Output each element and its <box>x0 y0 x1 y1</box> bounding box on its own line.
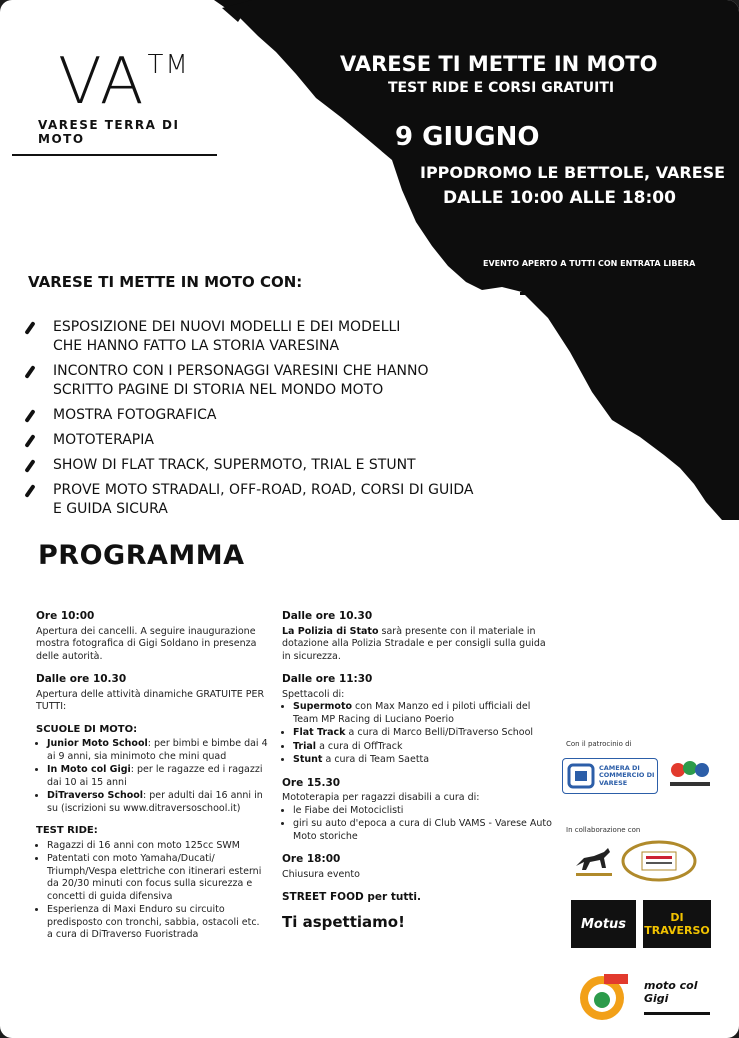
test-ride-list <box>36 840 268 942</box>
time-text: Apertura delle attività dinamiche GRATUITE PER TUTTI: <box>36 688 265 712</box>
list-item: • Supermoto con Max Manzo ed i piloti ufficiali del Team MP Racing di Luciano Poerio <box>293 701 552 726</box>
logo <box>12 45 227 156</box>
list-item: • DiTraverso School: per adulti dai 16 anni in su (iscrizioni su www.ditraversoschool.it) <box>47 790 268 815</box>
feature-item: ESPOSIZIONE DEI NUOVI MODELLI E DEI MODELLI CHE HANNO FATTO LA STORIA VARESINA <box>28 318 548 356</box>
logo-underline <box>12 154 217 156</box>
features-title: VARESE TI METTE IN MOTO CON: <box>28 273 303 291</box>
ditraverso-logo: DI TRAVERSO <box>643 900 711 948</box>
list-item: • In Moto col Gigi: per le ragazze ed i ragazzi dai 10 ai 15 anni <box>47 764 268 789</box>
camera-commercio-icon <box>567 763 595 789</box>
event-time: DALLE 10:00 ALLE 18:00 <box>443 188 676 208</box>
list-item: • le Fiabe dei Motociclisti <box>293 805 552 818</box>
time-heading: Dalle ore 10.30 <box>282 610 373 622</box>
features-list <box>28 318 548 525</box>
programma-middle-column <box>282 610 552 931</box>
list-item: • Junior Moto School: per bimbi e bimbe dai 4 ai 9 anni, sia minimoto che mini quad <box>47 738 268 763</box>
time-text: Apertura dei cancelli. A seguire inaugurazione mostra fotografica di Gigi Soldano in presenza delle autorità. <box>36 625 257 662</box>
time-text: Chiusura evento <box>282 868 360 880</box>
motus-logo: Motus <box>571 900 636 948</box>
time-text: Spettacoli di: <box>282 688 345 700</box>
time-heading: Dalle ore 11:30 <box>282 673 373 685</box>
patrocinio-label: Con il patrocinio di <box>566 740 632 748</box>
collaborazione-label: In collaborazione con <box>566 826 641 834</box>
list-item: • giri su auto d'epoca a cura di Club VAMS - Varese Auto Moto storiche <box>293 818 552 843</box>
laurel-badge-logo <box>620 840 698 882</box>
section-heading: TEST RIDE: <box>36 825 98 836</box>
scuole-list <box>36 738 268 815</box>
horse-logo <box>570 842 618 880</box>
time-heading: Ore 18:00 <box>282 853 341 865</box>
logo-mark: VA™ <box>58 45 190 119</box>
feature-item: SHOW DI FLAT TRACK, SUPERMOTO, TRIAL E STUNT <box>28 456 548 475</box>
time-text: La Polizia di Stato sarà presente con il materiale in dotazione alla Polizia Stradale e per consigli sulla guida in sicurezza. <box>282 625 546 662</box>
time-heading: Dalle ore 10.30 <box>36 673 127 685</box>
closing-text: Ti aspettiamo! <box>282 912 405 931</box>
camera-commercio-logo: CAMERA DI COMMERCIO DI VARESE <box>562 758 658 794</box>
event-note: EVENTO APERTO A TUTTI CON ENTRATA LIBERA <box>483 259 696 268</box>
shows-list <box>282 701 552 767</box>
event-place: IPPODROMO LE BETTOLE, VARESE <box>420 163 726 182</box>
street-food-text: STREET FOOD per tutti. <box>282 891 421 903</box>
moto-col-gigi-logo: moto col Gigi <box>644 972 710 1015</box>
event-title: VARESE TI METTE IN MOTO <box>340 52 658 76</box>
list-item: • Stunt a cura di Team Saetta <box>293 754 552 767</box>
time-heading: Ore 15.30 <box>282 776 341 789</box>
programma-left-column <box>36 610 268 952</box>
list-item: • Esperienza di Maxi Enduro su circuito predisposto con tronchi, sabbia, ostacoli etc. a cura di DiTraverso Fuoristrada <box>47 904 268 942</box>
comune-sponsor-logo <box>664 756 716 792</box>
list-item: • Ragazzi di 16 anni con moto 125cc SWM <box>47 840 268 853</box>
feature-item: PROVE MOTO STRADALI, OFF-ROAD, ROAD, CORSI DI GUIDA E GUIDA SICURA <box>28 481 548 519</box>
event-date: 9 GIUGNO <box>395 122 540 152</box>
feature-item: MOTOTERAPIA <box>28 431 548 450</box>
feature-item: MOSTRA FOTOGRAFICA <box>28 406 548 425</box>
time-text: Mototerapia per ragazzi disabili a cura di: <box>282 792 480 803</box>
feature-item: INCONTRO CON I PERSONAGGI VARESINI CHE HANNO SCRITTO PAGINE DI STORIA NEL MONDO MOTO <box>28 362 548 400</box>
mototerapia-list <box>282 805 552 844</box>
event-subtitle: TEST RIDE E CORSI GRATUITI <box>388 80 615 96</box>
junior-moto-school-logo <box>574 970 630 1022</box>
programma-title: PROGRAMMA <box>38 540 245 571</box>
list-item: • Flat Track a cura di Marco Belli/DiTraverso School <box>293 727 552 740</box>
list-item: • Patentati con moto Yamaha/Ducati/ Triumph/Vespa elettriche con itinerari esterni da 20/30 minuti con focus sulla sicurezza e concetti di guida difensiva <box>47 853 268 903</box>
section-heading: SCUOLE DI MOTO: <box>36 723 138 735</box>
list-item: • Trial a cura di OffTrack <box>293 741 552 754</box>
time-heading: Ore 10:00 <box>36 610 95 622</box>
logo-subtitle: VARESE TERRA DI MOTO <box>38 118 180 146</box>
